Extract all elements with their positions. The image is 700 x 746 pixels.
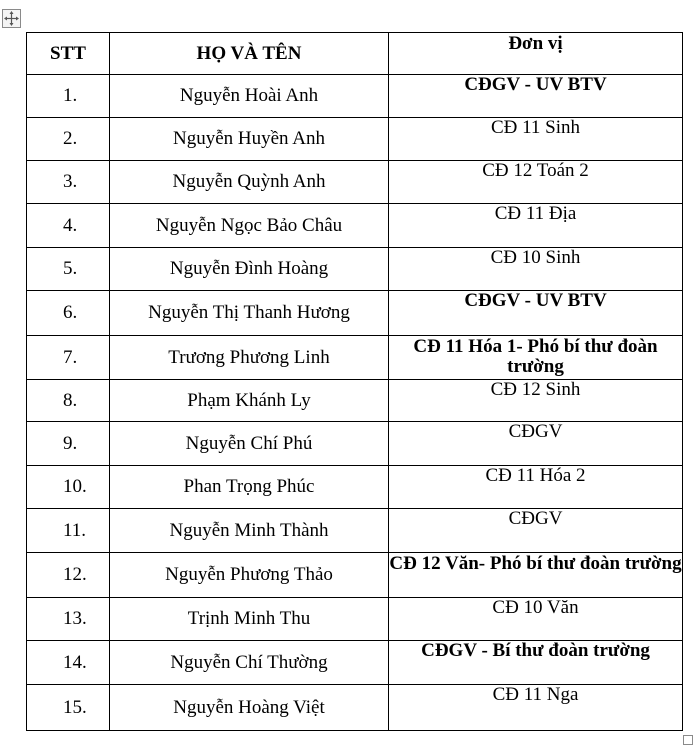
row-stt-text: 2.	[63, 128, 78, 149]
table-row	[27, 204, 683, 248]
row-stt-text: 8.	[63, 389, 78, 411]
table-row	[27, 553, 683, 598]
row-unit: CĐ 10 Sinh	[389, 248, 683, 291]
header-stt: STT	[27, 33, 110, 75]
row-stt	[27, 466, 110, 509]
row-name: Nguyễn Ngọc Bảo Châu	[110, 204, 389, 248]
row-unit: CĐGV - UV BTV	[389, 75, 683, 118]
row-stt-text: 9.	[63, 432, 78, 454]
row-unit: CĐGV	[389, 422, 683, 466]
row-unit: CĐ 12 Văn- Phó bí thư đoàn trường	[389, 553, 683, 598]
row-unit: CĐ 11 Hóa 1- Phó bí thư đoàn trường	[389, 336, 683, 380]
header-name: HỌ VÀ TÊN	[110, 33, 389, 75]
row-unit: CĐ 11 Nga	[389, 685, 683, 731]
table-row	[27, 598, 683, 641]
row-unit: CĐ 11 Địa	[389, 204, 683, 248]
row-stt-text: 15.	[63, 696, 87, 718]
table-row	[27, 422, 683, 466]
row-unit: CĐ 12 Sinh	[389, 380, 683, 422]
table-row	[27, 509, 683, 553]
row-stt-text: 5.	[63, 258, 78, 279]
table-row	[27, 685, 683, 731]
table-row	[27, 641, 683, 685]
row-name: Trương Phương Linh	[110, 336, 389, 380]
row-unit: CĐGV	[389, 509, 683, 553]
member-table	[26, 32, 683, 731]
row-stt	[27, 422, 110, 466]
row-stt	[27, 75, 110, 118]
row-stt	[27, 248, 110, 291]
row-stt-text: 13.	[63, 608, 87, 629]
row-stt	[27, 380, 110, 422]
row-name: Trịnh Minh Thu	[110, 598, 389, 641]
row-name: Nguyễn Huyền Anh	[110, 118, 389, 161]
table-row	[27, 291, 683, 336]
row-stt	[27, 336, 110, 380]
row-name: Nguyễn Đình Hoàng	[110, 248, 389, 291]
row-unit: CĐGV - UV BTV	[389, 291, 683, 336]
table-row	[27, 380, 683, 422]
row-stt	[27, 553, 110, 598]
row-stt	[27, 598, 110, 641]
row-unit: CĐ 11 Hóa 2	[389, 466, 683, 509]
row-name: Nguyễn Chí Thường	[110, 641, 389, 685]
row-stt	[27, 641, 110, 685]
row-name: Phạm Khánh Ly	[110, 380, 389, 422]
table-row	[27, 75, 683, 118]
row-unit: CĐ 12 Toán 2	[389, 161, 683, 204]
row-stt	[27, 509, 110, 553]
row-stt-text: 10.	[63, 476, 87, 497]
row-stt-text: 3.	[63, 171, 78, 192]
table-row	[27, 466, 683, 509]
table-row	[27, 161, 683, 204]
table-header-row	[27, 33, 683, 75]
row-stt	[27, 161, 110, 204]
table-row	[27, 248, 683, 291]
table-row	[27, 336, 683, 380]
header-unit: Đơn vị	[389, 33, 683, 75]
row-stt-text: 12.	[63, 564, 87, 585]
row-stt-text: 7.	[63, 346, 78, 368]
row-stt	[27, 118, 110, 161]
row-unit: CĐ 11 Sinh	[389, 118, 683, 161]
row-name: Nguyễn Minh Thành	[110, 509, 389, 553]
row-stt-text: 6.	[63, 302, 78, 323]
table-resize-handle[interactable]	[683, 735, 693, 745]
row-name: Phan Trọng Phúc	[110, 466, 389, 509]
row-stt-text: 11.	[63, 519, 87, 541]
row-name: Nguyễn Hoài Anh	[110, 75, 389, 118]
row-name: Nguyễn Hoàng Việt	[110, 685, 389, 731]
row-stt-text: 1.	[63, 85, 78, 106]
table-move-handle-icon[interactable]	[2, 9, 21, 28]
row-stt	[27, 685, 110, 731]
row-name: Nguyễn Thị Thanh Hương	[110, 291, 389, 336]
row-stt	[27, 204, 110, 248]
row-name: Nguyễn Chí Phú	[110, 422, 389, 466]
row-stt-text: 4.	[63, 214, 78, 236]
row-unit: CĐ 10 Văn	[389, 598, 683, 641]
table-row	[27, 118, 683, 161]
row-name: Nguyễn Phương Thảo	[110, 553, 389, 598]
row-name: Nguyễn Quỳnh Anh	[110, 161, 389, 204]
row-stt	[27, 291, 110, 336]
row-stt-text: 14.	[63, 651, 87, 673]
row-unit: CĐGV - Bí thư đoàn trường	[389, 641, 683, 685]
